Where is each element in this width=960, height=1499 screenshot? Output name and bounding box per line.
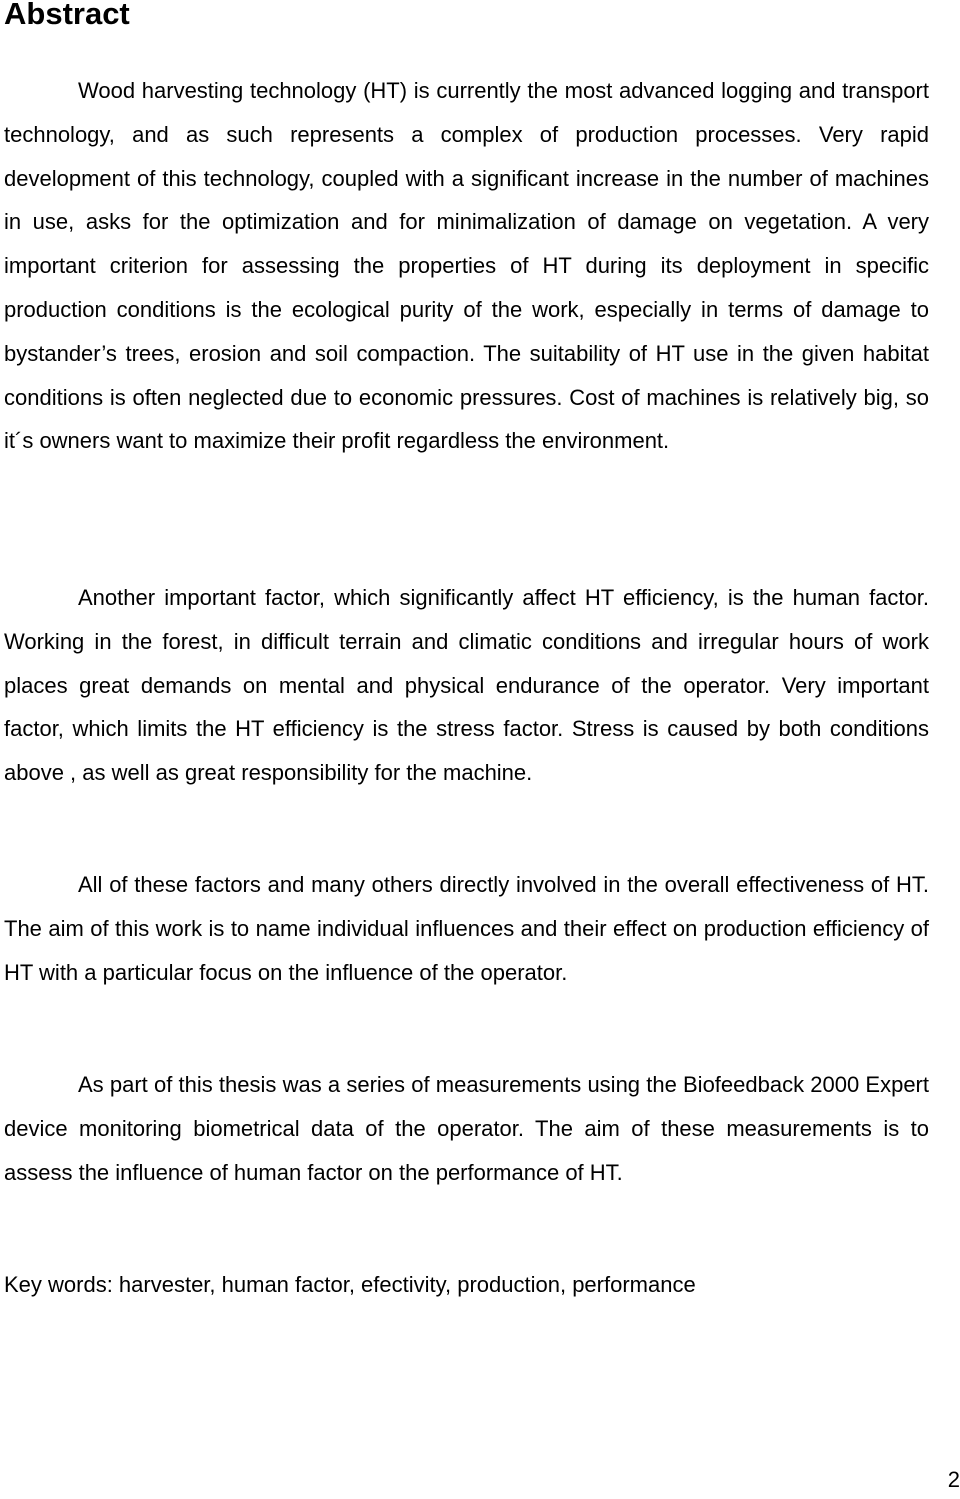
- keywords-line: Key words: harvester, human factor, efectivity, production, performance: [4, 1272, 696, 1297]
- abstract-heading: Abstract: [4, 0, 130, 31]
- page-number: 2: [947, 1467, 960, 1492]
- abstract-paragraph-1: Wood harvesting technology (HT) is currently the most advanced logging and transport technology, and as such represents a complex of production processes. Very rapid development of this technology, coupled with a significant increase in the number of machines in use, asks for the optimization and for minimalization of damage on vegetation. A very important criterion for assessing the properties of HT during its deployment in specific production conditions is the ecological purity of the work, especially in terms of damage to bystander’s trees, erosion and soil compaction. The suitability of HT use in the given habitat conditions is often neglected due to economic pressures. Cost of machines is relatively big, so it´s owners want to maximize their profit regardless the environment.: [4, 78, 929, 454]
- abstract-paragraph-2: Another important factor, which significantly affect HT efficiency, is the human factor. Working in the forest, in difficult terrain and climatic conditions and irregular hours of work places great demands on mental and physical endurance of the operator. Very important factor, which limits the HT efficiency is the stress factor. Stress is caused by both conditions above , as well as great responsibility for the machine.: [4, 585, 929, 786]
- abstract-paragraph-4: As part of this thesis was a series of measurements using the Biofeedback 2000 Expert device monitoring biometrical data of the operator. The aim of these measurements is to assess the influence of human factor on the performance of HT.: [4, 1072, 929, 1185]
- abstract-paragraph-3: All of these factors and many others directly involved in the overall effectiveness of HT. The aim of this work is to name individual influences and their effect on production efficiency of HT with a particular focus on the influence of the operator.: [4, 872, 929, 985]
